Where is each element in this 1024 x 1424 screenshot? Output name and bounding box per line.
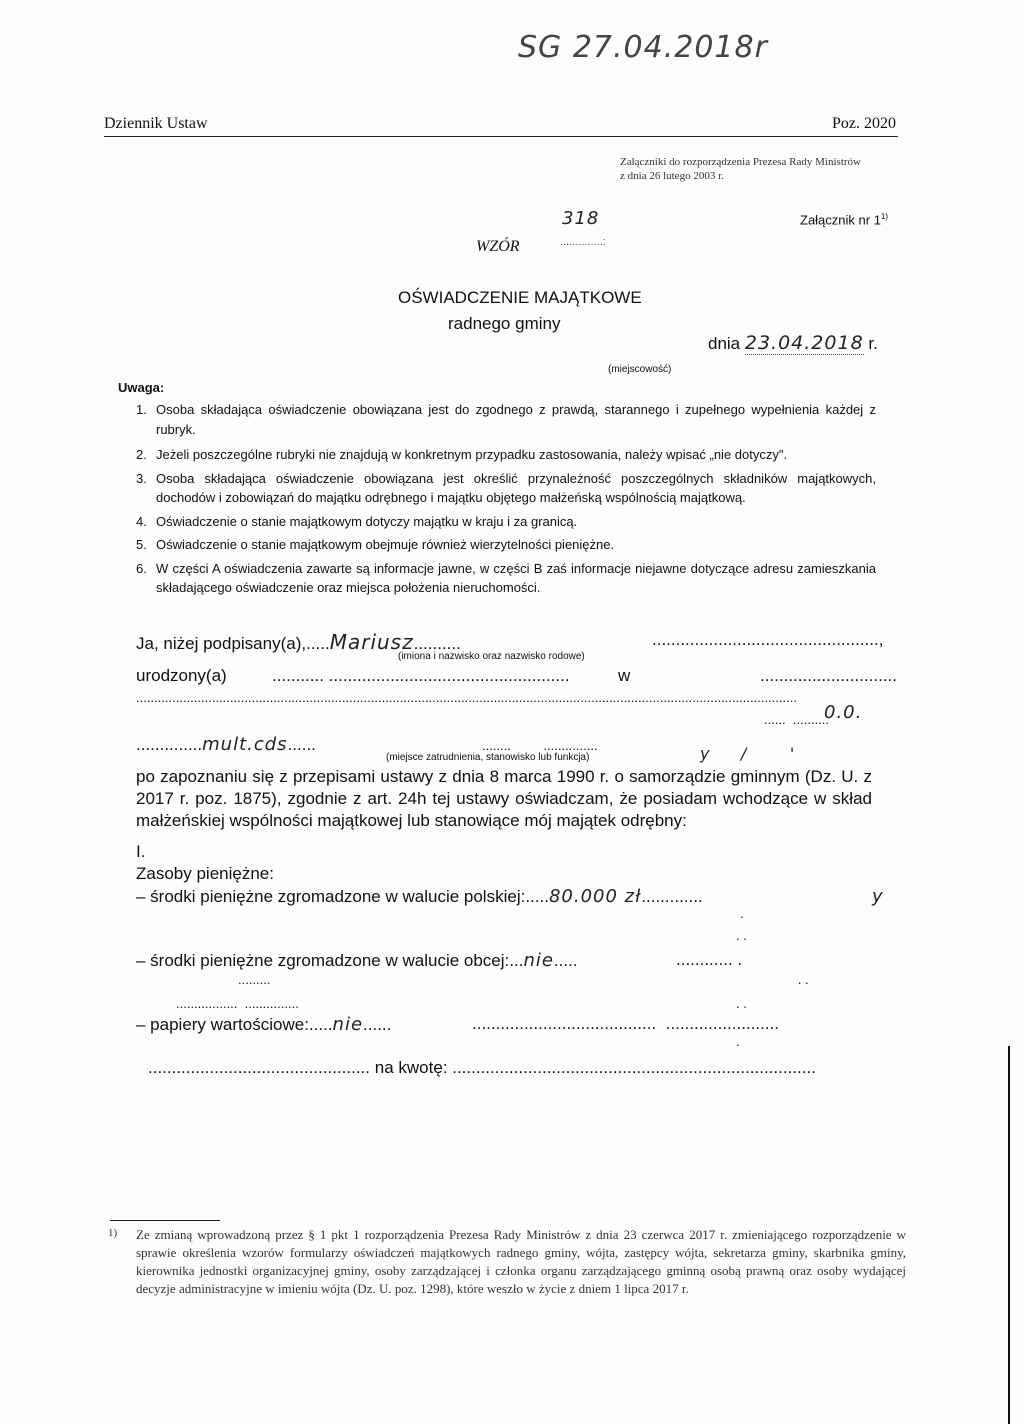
securities-handwritten: nie [332, 1014, 364, 1035]
stray-dots: . . [736, 996, 747, 1011]
cash-foreign-label: – środki pieniężne zgromadzone w walucie obcej: [136, 951, 510, 970]
employer-line [136, 734, 316, 755]
handwritten-number: 318 [562, 208, 600, 229]
note-text: W części A oświadczenia zawarte są informacje jawne, w części B zaś informacje niejawne dotyczące adresu zamieszkania składającego oświadczenie oraz miejsca położenia nieruchomości. [156, 560, 876, 595]
born-dots: ........... ................................................... [272, 666, 570, 685]
amount-label: na kwotę: [374, 1058, 448, 1077]
name-handwritten: Mariusz [329, 630, 414, 654]
name-dots-right: ................................................, [652, 630, 884, 649]
note-text: Jeżeli poszczególne rubryki nie znajdują w konkretnym przypadku zastosowania, należy wpisać „nie dotyczy". [156, 447, 788, 462]
dots: ............................................................................. [452, 1058, 816, 1077]
address-dots-line: ....................................................................................................................................................................................... [136, 690, 797, 705]
cash-foreign-line [136, 950, 578, 971]
blank-dots-row-1: ......... . . [238, 972, 809, 987]
note-text: Osoba składająca oświadczenie obowiązana jest określić przynależność poszczególnych składników majątkowych, dochodów i zobowiązań do majątku odrębnego i majątku objętego małżeńską wspólnością majątkową. [156, 470, 876, 505]
document-title: OŚWIADCZENIE MAJĄTKOWE [398, 288, 642, 307]
note-number: 6. [136, 560, 147, 576]
header-rule [104, 136, 898, 137]
section-heading: Zasoby pieniężne: [136, 864, 274, 883]
dots: ............. [641, 887, 703, 906]
note-item [136, 535, 876, 555]
section-number: I. [136, 842, 146, 861]
journal-title: Dziennik Ustaw [104, 115, 208, 132]
document-subtitle: radnego gminy [448, 314, 561, 333]
name-caption: (imiona i nazwisko oraz nazwisko rodowe) [398, 651, 585, 662]
wzor-label: WZÓR [476, 238, 520, 255]
cash-pln-handwritten: 80.000 zł [548, 886, 642, 907]
wzor-dots: ..............: [560, 236, 606, 248]
born-in-dots: ............................. [760, 666, 897, 685]
notes-list [136, 400, 876, 598]
securities-label: – papiery wartościowe: [136, 1015, 309, 1034]
dots: ... [509, 951, 524, 970]
employer-dots-right: ........ ............... [482, 738, 598, 753]
margin-mark: 𝘺 [872, 886, 884, 907]
date-suffix: r. [868, 334, 878, 353]
dots: .......... [413, 634, 461, 653]
footnote-text: Ze zmianą wprowadzoną przez § 1 pkt 1 rozporządzenia Prezesa Rady Ministrów z dnia 23 czerwca 2017 r. zmieniającego rozporządzenie w sprawie określenia wzorów formularzy oświadczeń majątkowych radnego gminy, wójta, zastępcy wójta, sekretarza gminy, skarbnika gminy, kierownika jednostki organizacyjnej gminy, osoby zarządzającej i członka organu zarządzającego gminną osobą prawną oraz osoby wydającej decyzje administracyjne w imieniu wójta (Dz. U. poz. 1298), które weszło w życie z dniem 1 lipca 2017 r. [136, 1227, 906, 1296]
stray-dot: . [740, 906, 744, 921]
dob-dots: ...... .......... [764, 712, 830, 727]
amount-line [148, 1058, 816, 1078]
securities-dots-right: ....................................... ........................ [472, 1014, 780, 1033]
date-value-handwritten: 23.04.2018 [744, 332, 864, 354]
note-number: 3. [136, 470, 147, 486]
note-item [136, 445, 876, 465]
date-prefix: dnia [708, 334, 741, 353]
dots: .............. [136, 735, 203, 754]
born-in-label: w [618, 666, 631, 685]
cash-foreign-dots-right: ............ . [676, 950, 743, 969]
cash-pln-label: – środki pieniężne zgromadzone w walucie polskiej: [136, 887, 526, 906]
annex-line-1: Załączniki do rozporządzenia Prezesa Rady Ministrów [620, 156, 861, 168]
dots: ...... [287, 735, 316, 754]
born-label: urodzony(a) [136, 666, 227, 685]
dots: ..... [306, 634, 330, 653]
dots: ..... [308, 1015, 333, 1034]
cash-pln-line [136, 886, 703, 907]
dots: ..... [553, 951, 578, 970]
note-item [136, 559, 876, 598]
stray-dot: . [736, 1034, 740, 1049]
annex-footnote-ref: 1) [880, 212, 889, 221]
note-number: 4. [136, 513, 147, 529]
note-number: 1. [136, 402, 147, 417]
legal-declaration: po zapoznaniu się z przepisami ustawy z dnia 8 marca 1990 r. o samorządzie gminnym (Dz. U. z 2017 r. poz. 1875), zgodnie z art. 24h tej ustawy oświadczam, że posiadam wchodzące w skład małżeńskiej wspólności majątkowej lub stanowiące mój majątek odrębny: [136, 767, 872, 830]
stray-marks: 𝘺 / ' [700, 744, 796, 763]
annex-number [800, 212, 888, 227]
note-item [136, 400, 876, 439]
declarant-intro: Ja, niżej podpisany(a), [136, 634, 307, 653]
note-text: Oświadczenie o stanie majątkowym obejmuje również wierzytelności pieniężne. [156, 537, 615, 552]
annex-line-2: z dnia 26 lutego 2003 r. [620, 170, 724, 182]
footnote-marker: 1) [108, 1227, 118, 1239]
dob-handwritten: 0.0. [824, 702, 863, 723]
scan-margin-line [1008, 1046, 1010, 1424]
employer-caption: (miejsce zatrudnienia, stanowisko lub funkcja) [386, 752, 590, 763]
employer-handwritten: mult.cds [202, 734, 288, 755]
place-caption: (miejscowość) [608, 364, 672, 375]
securities-line [136, 1014, 391, 1035]
dots: ............................................... [148, 1058, 370, 1077]
footnote-rule [110, 1220, 220, 1221]
note-text: Osoba składająca oświadczenie obowiązana jest do zgodnego z prawdą, starannego i zupełnego wypełnienia każdej z rubryk. [156, 402, 876, 437]
received-stamp-handwriting: SG 27.04.2018r [518, 30, 768, 65]
cash-foreign-handwritten: nie [523, 950, 554, 971]
note-number: 2. [136, 447, 147, 462]
note-item [136, 512, 876, 532]
blank-dots-row-2: ................. ............... [176, 996, 299, 1011]
notes-heading: Uwaga: [118, 380, 165, 395]
dots: ..... [525, 887, 549, 906]
date-field [708, 332, 878, 354]
annex-number-text: Załącznik nr 1 [800, 212, 881, 228]
position-number: Poz. 2020 [832, 115, 896, 132]
footnote [108, 1226, 906, 1298]
dots: ...... [363, 1015, 392, 1034]
note-number: 5. [136, 537, 147, 552]
note-item [136, 469, 876, 508]
stray-dots: . . [736, 928, 747, 943]
note-text: Oświadczenie o stanie majątkowym dotyczy majątku w kraju i za granicą. [156, 513, 578, 529]
